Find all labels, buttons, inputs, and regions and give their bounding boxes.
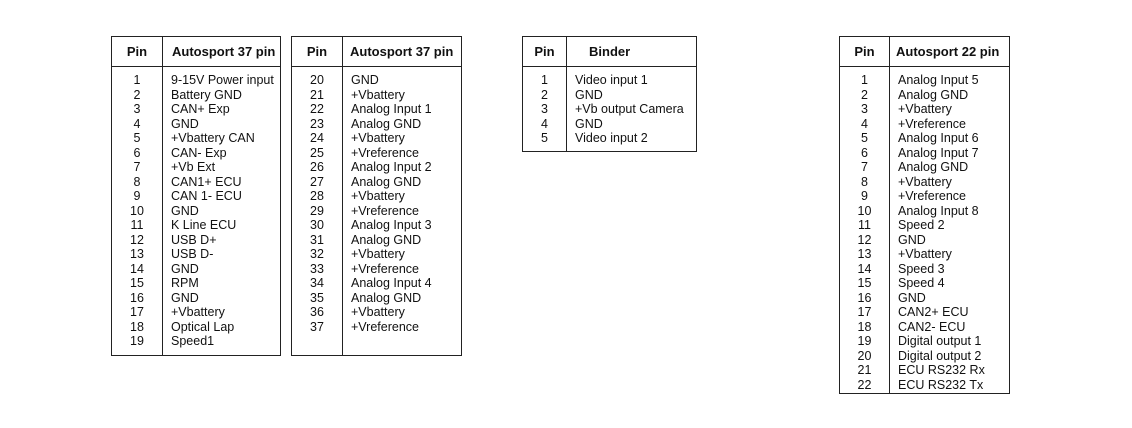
table-row bbox=[840, 218, 1009, 233]
pin-signal: GND bbox=[171, 290, 199, 305]
table-row bbox=[112, 291, 280, 306]
table-row bbox=[292, 88, 461, 103]
table-body bbox=[523, 67, 696, 151]
table-body bbox=[840, 67, 1009, 393]
table-row bbox=[292, 305, 461, 320]
pin-number: 20 bbox=[310, 73, 324, 87]
table-row bbox=[840, 305, 1009, 320]
pin-signal: Analog Input 3 bbox=[351, 218, 432, 232]
pin-signal: GND bbox=[898, 232, 926, 247]
pin-signal: GND bbox=[898, 290, 926, 305]
pin-signal: +Vreference bbox=[351, 145, 419, 160]
table-row bbox=[292, 262, 461, 277]
pin-number: 15 bbox=[130, 276, 144, 290]
pin-number: 4 bbox=[541, 116, 548, 131]
pin-signal: GND bbox=[171, 203, 199, 218]
pin-signal: CAN 1- ECU bbox=[171, 189, 242, 203]
table-header bbox=[112, 37, 280, 67]
table-row bbox=[292, 73, 461, 88]
table-row bbox=[112, 276, 280, 291]
pin-number: 6 bbox=[861, 145, 868, 160]
pin-number: 12 bbox=[857, 232, 872, 247]
pin-signal: Analog Input 1 bbox=[351, 102, 432, 116]
pin-number: 30 bbox=[310, 218, 324, 232]
pin-number: 15 bbox=[857, 276, 872, 290]
pin-signal: +Vbattery bbox=[898, 247, 952, 261]
table-row bbox=[112, 218, 280, 233]
pin-signal: GND bbox=[575, 116, 603, 131]
pin-number: 13 bbox=[130, 247, 144, 261]
table-row bbox=[840, 146, 1009, 161]
pin-number: 5 bbox=[133, 131, 141, 145]
pin-signal: +Vreference bbox=[898, 116, 966, 131]
table-row bbox=[840, 102, 1009, 117]
table-header bbox=[840, 37, 1009, 67]
pin-signal: Analog GND bbox=[351, 290, 422, 305]
pin-number: 9 bbox=[861, 189, 868, 203]
pin-number: 24 bbox=[310, 131, 324, 145]
pin-number: 34 bbox=[310, 276, 324, 290]
pin-signal: +Vbattery bbox=[898, 102, 952, 116]
pin-number: 20 bbox=[857, 348, 872, 363]
column-header-signal: Binder bbox=[589, 44, 631, 59]
pin-signal: ECU RS232 Rx bbox=[898, 363, 985, 377]
pin-table-autosport-37-b bbox=[291, 36, 462, 356]
pin-signal: Analog Input 4 bbox=[351, 276, 432, 290]
column-header-signal: Autosport 37 pin bbox=[172, 44, 276, 59]
pin-signal: Optical Lap bbox=[171, 319, 235, 334]
pin-number: 3 bbox=[861, 102, 868, 116]
table-row bbox=[523, 88, 696, 103]
pin-number: 1 bbox=[541, 73, 548, 87]
pin-number: 12 bbox=[130, 232, 144, 247]
pin-signal: +Vreference bbox=[351, 203, 419, 218]
pin-number: 33 bbox=[310, 261, 324, 276]
table-row bbox=[112, 131, 280, 146]
table-row bbox=[292, 117, 461, 132]
table-row bbox=[523, 102, 696, 117]
pin-number: 25 bbox=[310, 145, 324, 160]
pin-number: 4 bbox=[861, 116, 868, 131]
table-row bbox=[840, 204, 1009, 219]
pin-signal: 9-15V Power input bbox=[171, 73, 274, 87]
pin-signal: +Vbattery bbox=[171, 305, 225, 319]
pin-number: 16 bbox=[857, 290, 872, 305]
pin-signal: GND bbox=[171, 261, 199, 276]
pin-number: 29 bbox=[310, 203, 324, 218]
table-row bbox=[112, 175, 280, 190]
column-header-pin: Pin bbox=[126, 44, 148, 59]
table-row bbox=[112, 102, 280, 117]
pin-number: 8 bbox=[861, 174, 868, 189]
pin-signal: USB D+ bbox=[171, 232, 217, 247]
pin-signal: Analog GND bbox=[898, 160, 969, 174]
pin-table-autosport-22 bbox=[839, 36, 1010, 394]
pin-signal: +Vbattery bbox=[898, 174, 952, 189]
pin-signal: Analog Input 5 bbox=[898, 73, 979, 87]
pin-signal: +Vreference bbox=[898, 189, 966, 203]
table-row bbox=[840, 378, 1009, 393]
pin-signal: Speed1 bbox=[171, 334, 215, 348]
table-row bbox=[112, 334, 280, 349]
pin-number: 7 bbox=[861, 160, 868, 174]
pin-signal: +Vb Ext bbox=[171, 160, 216, 174]
pin-number: 22 bbox=[310, 102, 324, 116]
pin-number: 31 bbox=[310, 232, 324, 247]
pin-number: 1 bbox=[133, 73, 141, 87]
table-row bbox=[292, 189, 461, 204]
pin-number: 10 bbox=[130, 203, 144, 218]
pin-signal: Analog Input 6 bbox=[898, 131, 979, 145]
table-row bbox=[112, 73, 280, 88]
pin-number: 19 bbox=[857, 334, 872, 348]
table-row bbox=[112, 262, 280, 277]
pin-signal: +Vb output Camera bbox=[575, 102, 684, 116]
pin-number: 9 bbox=[133, 189, 141, 203]
pin-signal: Video input 1 bbox=[575, 73, 648, 87]
table-row bbox=[840, 291, 1009, 306]
table-row bbox=[292, 160, 461, 175]
pin-number: 26 bbox=[310, 160, 324, 174]
pin-signal: Speed 3 bbox=[898, 261, 945, 276]
table-row bbox=[112, 204, 280, 219]
table-row bbox=[840, 160, 1009, 175]
column-header-signal: Autosport 37 pin bbox=[350, 44, 454, 59]
pin-number: 14 bbox=[130, 261, 144, 276]
table-row bbox=[840, 247, 1009, 262]
table-row bbox=[840, 88, 1009, 103]
column-header-pin: Pin bbox=[854, 44, 875, 59]
pin-signal: RPM bbox=[171, 276, 199, 290]
table-row bbox=[840, 73, 1009, 88]
column-header-pin: Pin bbox=[534, 44, 555, 59]
table-row bbox=[840, 131, 1009, 146]
pin-number: 18 bbox=[857, 319, 872, 334]
pin-signal: USB D- bbox=[171, 247, 214, 261]
table-row bbox=[292, 233, 461, 248]
pin-number: 22 bbox=[857, 377, 872, 392]
pin-number: 11 bbox=[130, 218, 144, 232]
pin-signal: ECU RS232 Tx bbox=[898, 377, 984, 392]
pin-signal: Analog GND bbox=[351, 174, 422, 189]
table-row bbox=[292, 320, 461, 335]
pin-signal: Video input 2 bbox=[575, 131, 648, 145]
pin-number: 14 bbox=[857, 261, 872, 276]
table-row bbox=[292, 291, 461, 306]
pin-signal: Digital output 1 bbox=[898, 334, 982, 348]
table-row bbox=[840, 276, 1009, 291]
table-row bbox=[292, 175, 461, 190]
table-row bbox=[112, 88, 280, 103]
pin-number: 21 bbox=[310, 87, 324, 102]
pin-number: 4 bbox=[133, 116, 141, 131]
pin-signal: +Vreference bbox=[351, 319, 419, 334]
pin-number: 6 bbox=[133, 145, 141, 160]
pin-signal: Speed 2 bbox=[898, 218, 945, 232]
table-body bbox=[292, 67, 461, 355]
pin-signal: Analog Input 8 bbox=[898, 203, 979, 218]
table-row bbox=[292, 146, 461, 161]
table-row bbox=[840, 363, 1009, 378]
table-row bbox=[840, 175, 1009, 190]
pin-table-autosport-37-a bbox=[111, 36, 281, 356]
table-header bbox=[523, 37, 696, 67]
column-header-signal: Autosport 22 pin bbox=[896, 44, 1000, 59]
table-row bbox=[523, 131, 696, 146]
pin-number: 5 bbox=[541, 131, 548, 145]
pin-number: 18 bbox=[130, 319, 144, 334]
pin-number: 23 bbox=[310, 116, 324, 131]
pin-signal: +Vbattery CAN bbox=[171, 131, 255, 145]
pin-number: 3 bbox=[541, 102, 548, 116]
table-row bbox=[840, 349, 1009, 364]
pin-signal: +Vbattery bbox=[351, 247, 405, 261]
pin-number: 3 bbox=[133, 102, 141, 116]
table-row bbox=[112, 247, 280, 262]
pin-signal: CAN1+ ECU bbox=[171, 174, 242, 189]
pin-number: 7 bbox=[133, 160, 141, 174]
table-header bbox=[292, 37, 461, 67]
table-row bbox=[112, 117, 280, 132]
pin-signal: +Vbattery bbox=[351, 87, 405, 102]
table-row bbox=[840, 334, 1009, 349]
pin-signal: Speed 4 bbox=[898, 276, 945, 290]
pin-number: 1 bbox=[861, 73, 868, 87]
pin-number: 10 bbox=[857, 203, 872, 218]
table-row bbox=[112, 146, 280, 161]
table-row bbox=[292, 218, 461, 233]
pin-number: 2 bbox=[133, 87, 141, 102]
table-body bbox=[112, 67, 280, 355]
pin-number: 5 bbox=[861, 131, 868, 145]
table-row bbox=[840, 320, 1009, 335]
pin-number: 17 bbox=[130, 305, 144, 319]
pin-number: 21 bbox=[857, 363, 872, 377]
table-row bbox=[840, 189, 1009, 204]
pin-number: 11 bbox=[858, 218, 871, 232]
table-row bbox=[523, 73, 696, 88]
pin-signal: +Vbattery bbox=[351, 189, 405, 203]
table-row bbox=[840, 233, 1009, 248]
table-row bbox=[840, 262, 1009, 277]
table-row bbox=[112, 189, 280, 204]
pin-number: 32 bbox=[310, 247, 324, 261]
pin-signal: GND bbox=[351, 73, 379, 87]
pin-number: 8 bbox=[133, 174, 141, 189]
table-row bbox=[292, 102, 461, 117]
table-row bbox=[292, 276, 461, 291]
pin-signal: Analog GND bbox=[898, 87, 969, 102]
pin-signal: Digital output 2 bbox=[898, 348, 982, 363]
table-row bbox=[112, 305, 280, 320]
pin-signal: +Vreference bbox=[351, 261, 419, 276]
pin-number: 28 bbox=[310, 189, 324, 203]
table-row bbox=[292, 204, 461, 219]
pin-number: 2 bbox=[541, 87, 548, 102]
pin-signal: CAN- Exp bbox=[171, 145, 227, 160]
pin-signal: CAN+ Exp bbox=[171, 102, 230, 116]
pin-number: 16 bbox=[130, 290, 144, 305]
pin-signal: CAN2- ECU bbox=[898, 319, 966, 334]
pin-number: 35 bbox=[310, 290, 324, 305]
pin-signal: CAN2+ ECU bbox=[898, 305, 969, 319]
table-row bbox=[840, 117, 1009, 132]
pin-signal: GND bbox=[171, 116, 199, 131]
table-row bbox=[292, 247, 461, 262]
table-row bbox=[112, 233, 280, 248]
pin-signal: Analog Input 7 bbox=[898, 145, 979, 160]
pin-signal: GND bbox=[575, 87, 603, 102]
pin-signal: Battery GND bbox=[171, 87, 242, 102]
pin-signal: +Vbattery bbox=[351, 305, 405, 319]
pin-signal: Analog GND bbox=[351, 232, 422, 247]
pin-number: 2 bbox=[861, 87, 868, 102]
pin-number: 17 bbox=[857, 305, 872, 319]
pin-signal: +Vbattery bbox=[351, 131, 405, 145]
pin-signal: Analog GND bbox=[351, 116, 422, 131]
pin-number: 36 bbox=[310, 305, 324, 319]
table-row bbox=[292, 131, 461, 146]
table-row bbox=[112, 160, 280, 175]
column-header-pin: Pin bbox=[306, 44, 328, 59]
pin-number: 13 bbox=[857, 247, 872, 261]
pin-number: 27 bbox=[310, 174, 324, 189]
pin-number: 37 bbox=[310, 319, 324, 334]
pin-signal: K Line ECU bbox=[171, 218, 237, 232]
pin-table-binder bbox=[522, 36, 697, 152]
table-row bbox=[112, 320, 280, 335]
pin-number: 19 bbox=[130, 334, 144, 348]
table-row bbox=[523, 117, 696, 132]
pin-signal: Analog Input 2 bbox=[351, 160, 432, 174]
